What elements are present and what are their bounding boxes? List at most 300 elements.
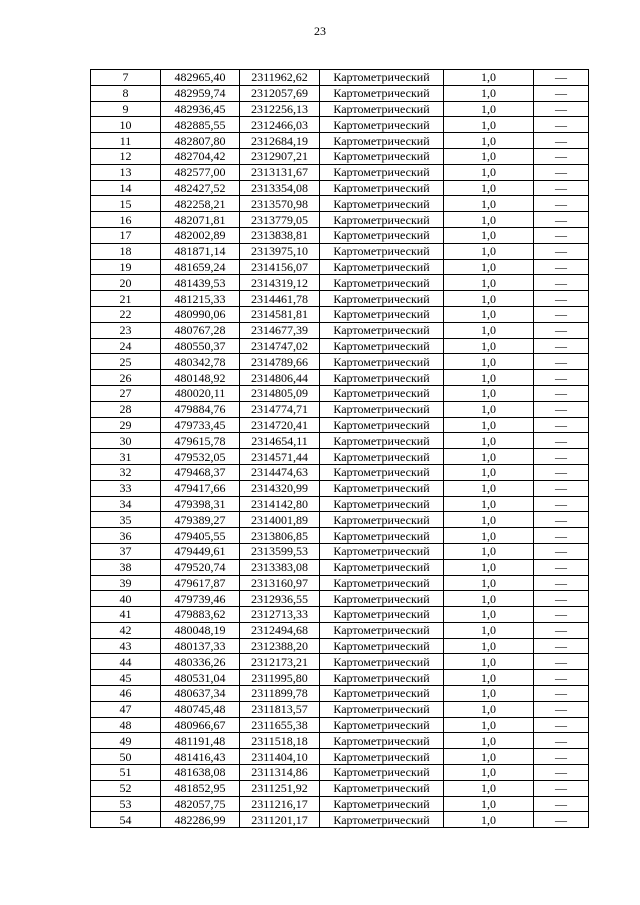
- method-cell: Картометрический: [320, 306, 444, 322]
- point-number-cell: 25: [91, 354, 161, 370]
- table-row: [91, 370, 589, 386]
- description-cell: —: [534, 780, 589, 796]
- table-row: [91, 575, 589, 591]
- method-cell: Картометрический: [320, 385, 444, 401]
- method-cell: Картометрический: [320, 291, 444, 307]
- y-coordinate-cell: 2314142,80: [240, 496, 320, 512]
- point-number-cell: 27: [91, 385, 161, 401]
- precision-cell: 1,0: [444, 638, 534, 654]
- x-coordinate-cell: 480637,34: [161, 686, 240, 702]
- description-cell: —: [534, 70, 589, 86]
- method-cell: Картометрический: [320, 559, 444, 575]
- table-row: [91, 496, 589, 512]
- point-number-cell: 15: [91, 196, 161, 212]
- y-coordinate-cell: 2314581,81: [240, 306, 320, 322]
- x-coordinate-cell: 479532,05: [161, 449, 240, 465]
- point-number-cell: 24: [91, 338, 161, 354]
- method-cell: Картометрический: [320, 464, 444, 480]
- method-cell: Картометрический: [320, 196, 444, 212]
- y-coordinate-cell: 2314156,07: [240, 259, 320, 275]
- table-row: [91, 259, 589, 275]
- y-coordinate-cell: 2311518,18: [240, 733, 320, 749]
- y-coordinate-cell: 2314747,02: [240, 338, 320, 354]
- table-row: [91, 607, 589, 623]
- x-coordinate-cell: 482057,75: [161, 796, 240, 812]
- precision-cell: 1,0: [444, 212, 534, 228]
- method-cell: Картометрический: [320, 765, 444, 781]
- table-row: [91, 322, 589, 338]
- y-coordinate-cell: 2314319,12: [240, 275, 320, 291]
- table-row: [91, 306, 589, 322]
- method-cell: Картометрический: [320, 449, 444, 465]
- table-row: [91, 796, 589, 812]
- point-number-cell: 13: [91, 164, 161, 180]
- point-number-cell: 34: [91, 496, 161, 512]
- table-row: [91, 543, 589, 559]
- precision-cell: 1,0: [444, 259, 534, 275]
- precision-cell: 1,0: [444, 70, 534, 86]
- y-coordinate-cell: 2312713,33: [240, 607, 320, 623]
- table-row: [91, 480, 589, 496]
- x-coordinate-cell: 481852,95: [161, 780, 240, 796]
- y-coordinate-cell: 2313599,53: [240, 543, 320, 559]
- x-coordinate-cell: 479398,31: [161, 496, 240, 512]
- method-cell: Картометрический: [320, 70, 444, 86]
- point-number-cell: 30: [91, 433, 161, 449]
- x-coordinate-cell: 482704,42: [161, 148, 240, 164]
- method-cell: Картометрический: [320, 686, 444, 702]
- point-number-cell: 7: [91, 70, 161, 86]
- method-cell: Картометрический: [320, 780, 444, 796]
- point-number-cell: 43: [91, 638, 161, 654]
- precision-cell: 1,0: [444, 433, 534, 449]
- description-cell: —: [534, 180, 589, 196]
- table-row: [91, 417, 589, 433]
- precision-cell: 1,0: [444, 275, 534, 291]
- x-coordinate-cell: 482959,74: [161, 85, 240, 101]
- method-cell: Картометрический: [320, 512, 444, 528]
- precision-cell: 1,0: [444, 449, 534, 465]
- method-cell: Картометрический: [320, 528, 444, 544]
- y-coordinate-cell: 2314789,66: [240, 354, 320, 370]
- x-coordinate-cell: 480048,19: [161, 622, 240, 638]
- method-cell: Картометрический: [320, 243, 444, 259]
- x-coordinate-cell: 481871,14: [161, 243, 240, 259]
- point-number-cell: 10: [91, 117, 161, 133]
- point-number-cell: 20: [91, 275, 161, 291]
- y-coordinate-cell: 2314461,78: [240, 291, 320, 307]
- precision-cell: 1,0: [444, 591, 534, 607]
- table-row: [91, 180, 589, 196]
- point-number-cell: 17: [91, 227, 161, 243]
- description-cell: —: [534, 433, 589, 449]
- description-cell: —: [534, 385, 589, 401]
- y-coordinate-cell: 2313131,67: [240, 164, 320, 180]
- method-cell: Картометрический: [320, 591, 444, 607]
- y-coordinate-cell: 2313383,08: [240, 559, 320, 575]
- description-cell: —: [534, 449, 589, 465]
- description-cell: —: [534, 148, 589, 164]
- x-coordinate-cell: 479739,46: [161, 591, 240, 607]
- table-row: [91, 512, 589, 528]
- description-cell: —: [534, 796, 589, 812]
- precision-cell: 1,0: [444, 464, 534, 480]
- x-coordinate-cell: 480342,78: [161, 354, 240, 370]
- point-number-cell: 18: [91, 243, 161, 259]
- description-cell: —: [534, 496, 589, 512]
- precision-cell: 1,0: [444, 622, 534, 638]
- y-coordinate-cell: 2313975,10: [240, 243, 320, 259]
- method-cell: Картометрический: [320, 480, 444, 496]
- table-row: [91, 464, 589, 480]
- point-number-cell: 29: [91, 417, 161, 433]
- description-cell: —: [534, 101, 589, 117]
- table-row: [91, 765, 589, 781]
- description-cell: —: [534, 749, 589, 765]
- point-number-cell: 47: [91, 701, 161, 717]
- method-cell: Картометрический: [320, 543, 444, 559]
- x-coordinate-cell: 480020,11: [161, 385, 240, 401]
- description-cell: —: [534, 401, 589, 417]
- x-coordinate-cell: 479449,61: [161, 543, 240, 559]
- table-row: [91, 622, 589, 638]
- x-coordinate-cell: 480336,26: [161, 654, 240, 670]
- precision-cell: 1,0: [444, 291, 534, 307]
- description-cell: —: [534, 117, 589, 133]
- method-cell: Картометрический: [320, 275, 444, 291]
- y-coordinate-cell: 2312057,69: [240, 85, 320, 101]
- y-coordinate-cell: 2313160,97: [240, 575, 320, 591]
- precision-cell: 1,0: [444, 243, 534, 259]
- y-coordinate-cell: 2311655,38: [240, 717, 320, 733]
- description-cell: —: [534, 812, 589, 828]
- point-number-cell: 12: [91, 148, 161, 164]
- precision-cell: 1,0: [444, 670, 534, 686]
- point-number-cell: 31: [91, 449, 161, 465]
- point-number-cell: 22: [91, 306, 161, 322]
- description-cell: —: [534, 417, 589, 433]
- y-coordinate-cell: 2312684,19: [240, 133, 320, 149]
- description-cell: —: [534, 512, 589, 528]
- precision-cell: 1,0: [444, 227, 534, 243]
- x-coordinate-cell: 479617,87: [161, 575, 240, 591]
- y-coordinate-cell: 2314774,71: [240, 401, 320, 417]
- x-coordinate-cell: 481638,08: [161, 765, 240, 781]
- y-coordinate-cell: 2311251,92: [240, 780, 320, 796]
- method-cell: Картометрический: [320, 117, 444, 133]
- precision-cell: 1,0: [444, 133, 534, 149]
- x-coordinate-cell: 481191,48: [161, 733, 240, 749]
- point-number-cell: 8: [91, 85, 161, 101]
- description-cell: —: [534, 575, 589, 591]
- point-number-cell: 14: [91, 180, 161, 196]
- x-coordinate-cell: 479405,55: [161, 528, 240, 544]
- precision-cell: 1,0: [444, 575, 534, 591]
- point-number-cell: 32: [91, 464, 161, 480]
- table-row: [91, 196, 589, 212]
- method-cell: Картометрический: [320, 370, 444, 386]
- description-cell: —: [534, 354, 589, 370]
- x-coordinate-cell: 480550,37: [161, 338, 240, 354]
- precision-cell: 1,0: [444, 85, 534, 101]
- point-number-cell: 50: [91, 749, 161, 765]
- point-number-cell: 51: [91, 765, 161, 781]
- table-row: [91, 212, 589, 228]
- y-coordinate-cell: 2313806,85: [240, 528, 320, 544]
- table-row: [91, 670, 589, 686]
- method-cell: Картометрический: [320, 433, 444, 449]
- table-row: [91, 638, 589, 654]
- method-cell: Картометрический: [320, 133, 444, 149]
- point-number-cell: 9: [91, 101, 161, 117]
- description-cell: —: [534, 291, 589, 307]
- table-row: [91, 749, 589, 765]
- method-cell: Картометрический: [320, 575, 444, 591]
- x-coordinate-cell: 482427,52: [161, 180, 240, 196]
- x-coordinate-cell: 479417,66: [161, 480, 240, 496]
- precision-cell: 1,0: [444, 480, 534, 496]
- description-cell: —: [534, 275, 589, 291]
- table-row: [91, 338, 589, 354]
- x-coordinate-cell: 481439,53: [161, 275, 240, 291]
- point-number-cell: 38: [91, 559, 161, 575]
- description-cell: —: [534, 85, 589, 101]
- y-coordinate-cell: 2311314,86: [240, 765, 320, 781]
- x-coordinate-cell: 479389,27: [161, 512, 240, 528]
- table-row: [91, 70, 589, 86]
- precision-cell: 1,0: [444, 686, 534, 702]
- description-cell: —: [534, 480, 589, 496]
- description-cell: —: [534, 543, 589, 559]
- description-cell: —: [534, 607, 589, 623]
- description-cell: —: [534, 464, 589, 480]
- x-coordinate-cell: 481416,43: [161, 749, 240, 765]
- description-cell: —: [534, 670, 589, 686]
- table-row: [91, 401, 589, 417]
- point-number-cell: 42: [91, 622, 161, 638]
- precision-cell: 1,0: [444, 385, 534, 401]
- precision-cell: 1,0: [444, 701, 534, 717]
- method-cell: Картометрический: [320, 417, 444, 433]
- point-number-cell: 35: [91, 512, 161, 528]
- precision-cell: 1,0: [444, 148, 534, 164]
- precision-cell: 1,0: [444, 354, 534, 370]
- method-cell: Картометрический: [320, 622, 444, 638]
- table-row: [91, 433, 589, 449]
- y-coordinate-cell: 2314677,39: [240, 322, 320, 338]
- precision-cell: 1,0: [444, 812, 534, 828]
- table-row: [91, 354, 589, 370]
- description-cell: —: [534, 638, 589, 654]
- table-row: [91, 133, 589, 149]
- y-coordinate-cell: 2314001,89: [240, 512, 320, 528]
- table-row: [91, 717, 589, 733]
- table-row: [91, 780, 589, 796]
- method-cell: Картометрический: [320, 670, 444, 686]
- y-coordinate-cell: 2312936,55: [240, 591, 320, 607]
- table-row: [91, 701, 589, 717]
- precision-cell: 1,0: [444, 796, 534, 812]
- y-coordinate-cell: 2313570,98: [240, 196, 320, 212]
- method-cell: Картометрический: [320, 733, 444, 749]
- x-coordinate-cell: 482071,81: [161, 212, 240, 228]
- description-cell: —: [534, 701, 589, 717]
- x-coordinate-cell: 480137,33: [161, 638, 240, 654]
- x-coordinate-cell: 482936,45: [161, 101, 240, 117]
- point-number-cell: 36: [91, 528, 161, 544]
- point-number-cell: 53: [91, 796, 161, 812]
- description-cell: —: [534, 212, 589, 228]
- precision-cell: 1,0: [444, 417, 534, 433]
- method-cell: Картометрический: [320, 701, 444, 717]
- y-coordinate-cell: 2314806,44: [240, 370, 320, 386]
- x-coordinate-cell: 482965,40: [161, 70, 240, 86]
- point-number-cell: 52: [91, 780, 161, 796]
- method-cell: Картометрический: [320, 796, 444, 812]
- x-coordinate-cell: 481215,33: [161, 291, 240, 307]
- y-coordinate-cell: 2312494,68: [240, 622, 320, 638]
- y-coordinate-cell: 2314654,11: [240, 433, 320, 449]
- point-number-cell: 16: [91, 212, 161, 228]
- point-number-cell: 33: [91, 480, 161, 496]
- precision-cell: 1,0: [444, 164, 534, 180]
- method-cell: Картометрический: [320, 638, 444, 654]
- point-number-cell: 26: [91, 370, 161, 386]
- precision-cell: 1,0: [444, 749, 534, 765]
- x-coordinate-cell: 482577,00: [161, 164, 240, 180]
- x-coordinate-cell: 481659,24: [161, 259, 240, 275]
- table-row: [91, 164, 589, 180]
- point-number-cell: 54: [91, 812, 161, 828]
- table-row: [91, 528, 589, 544]
- description-cell: —: [534, 765, 589, 781]
- description-cell: —: [534, 654, 589, 670]
- y-coordinate-cell: 2311216,17: [240, 796, 320, 812]
- x-coordinate-cell: 482286,99: [161, 812, 240, 828]
- table-row: [91, 654, 589, 670]
- precision-cell: 1,0: [444, 607, 534, 623]
- precision-cell: 1,0: [444, 117, 534, 133]
- point-number-cell: 49: [91, 733, 161, 749]
- x-coordinate-cell: 479468,37: [161, 464, 240, 480]
- description-cell: —: [534, 717, 589, 733]
- precision-cell: 1,0: [444, 306, 534, 322]
- y-coordinate-cell: 2314571,44: [240, 449, 320, 465]
- precision-cell: 1,0: [444, 401, 534, 417]
- method-cell: Картометрический: [320, 148, 444, 164]
- precision-cell: 1,0: [444, 765, 534, 781]
- y-coordinate-cell: 2311962,62: [240, 70, 320, 86]
- method-cell: Картометрический: [320, 812, 444, 828]
- precision-cell: 1,0: [444, 717, 534, 733]
- y-coordinate-cell: 2312256,13: [240, 101, 320, 117]
- precision-cell: 1,0: [444, 370, 534, 386]
- table-row: [91, 385, 589, 401]
- description-cell: —: [534, 338, 589, 354]
- y-coordinate-cell: 2314474,63: [240, 464, 320, 480]
- table-row: [91, 85, 589, 101]
- precision-cell: 1,0: [444, 196, 534, 212]
- method-cell: Картометрический: [320, 607, 444, 623]
- description-cell: —: [534, 686, 589, 702]
- precision-cell: 1,0: [444, 101, 534, 117]
- x-coordinate-cell: 482258,21: [161, 196, 240, 212]
- description-cell: —: [534, 259, 589, 275]
- x-coordinate-cell: 480990,06: [161, 306, 240, 322]
- table-row: [91, 591, 589, 607]
- method-cell: Картометрический: [320, 717, 444, 733]
- point-number-cell: 37: [91, 543, 161, 559]
- x-coordinate-cell: 479733,45: [161, 417, 240, 433]
- x-coordinate-cell: 480148,92: [161, 370, 240, 386]
- precision-cell: 1,0: [444, 780, 534, 796]
- coordinates-table-body: [91, 70, 589, 828]
- description-cell: —: [534, 243, 589, 259]
- table-row: [91, 733, 589, 749]
- description-cell: —: [534, 196, 589, 212]
- description-cell: —: [534, 227, 589, 243]
- method-cell: Картометрический: [320, 101, 444, 117]
- point-number-cell: 45: [91, 670, 161, 686]
- table-row: [91, 101, 589, 117]
- precision-cell: 1,0: [444, 528, 534, 544]
- precision-cell: 1,0: [444, 733, 534, 749]
- y-coordinate-cell: 2312173,21: [240, 654, 320, 670]
- description-cell: —: [534, 591, 589, 607]
- point-number-cell: 46: [91, 686, 161, 702]
- precision-cell: 1,0: [444, 654, 534, 670]
- table-row: [91, 812, 589, 828]
- table-row: [91, 686, 589, 702]
- description-cell: —: [534, 306, 589, 322]
- precision-cell: 1,0: [444, 338, 534, 354]
- y-coordinate-cell: 2314320,99: [240, 480, 320, 496]
- description-cell: —: [534, 733, 589, 749]
- y-coordinate-cell: 2311995,80: [240, 670, 320, 686]
- point-number-cell: 28: [91, 401, 161, 417]
- y-coordinate-cell: 2314805,09: [240, 385, 320, 401]
- method-cell: Картометрический: [320, 749, 444, 765]
- x-coordinate-cell: 479520,74: [161, 559, 240, 575]
- description-cell: —: [534, 622, 589, 638]
- precision-cell: 1,0: [444, 512, 534, 528]
- y-coordinate-cell: 2312388,20: [240, 638, 320, 654]
- table-row: [91, 148, 589, 164]
- x-coordinate-cell: 480531,04: [161, 670, 240, 686]
- y-coordinate-cell: 2313838,81: [240, 227, 320, 243]
- y-coordinate-cell: 2311201,17: [240, 812, 320, 828]
- description-cell: —: [534, 133, 589, 149]
- x-coordinate-cell: 482885,55: [161, 117, 240, 133]
- table-row: [91, 559, 589, 575]
- table-row: [91, 227, 589, 243]
- point-number-cell: 21: [91, 291, 161, 307]
- method-cell: Картометрический: [320, 227, 444, 243]
- method-cell: Картометрический: [320, 322, 444, 338]
- point-number-cell: 23: [91, 322, 161, 338]
- y-coordinate-cell: 2311813,57: [240, 701, 320, 717]
- precision-cell: 1,0: [444, 559, 534, 575]
- x-coordinate-cell: 479884,76: [161, 401, 240, 417]
- point-number-cell: 41: [91, 607, 161, 623]
- method-cell: Картометрический: [320, 354, 444, 370]
- x-coordinate-cell: 480966,67: [161, 717, 240, 733]
- y-coordinate-cell: 2312466,03: [240, 117, 320, 133]
- description-cell: —: [534, 559, 589, 575]
- table-row: [91, 243, 589, 259]
- page-number: 23: [314, 24, 326, 38]
- description-cell: —: [534, 322, 589, 338]
